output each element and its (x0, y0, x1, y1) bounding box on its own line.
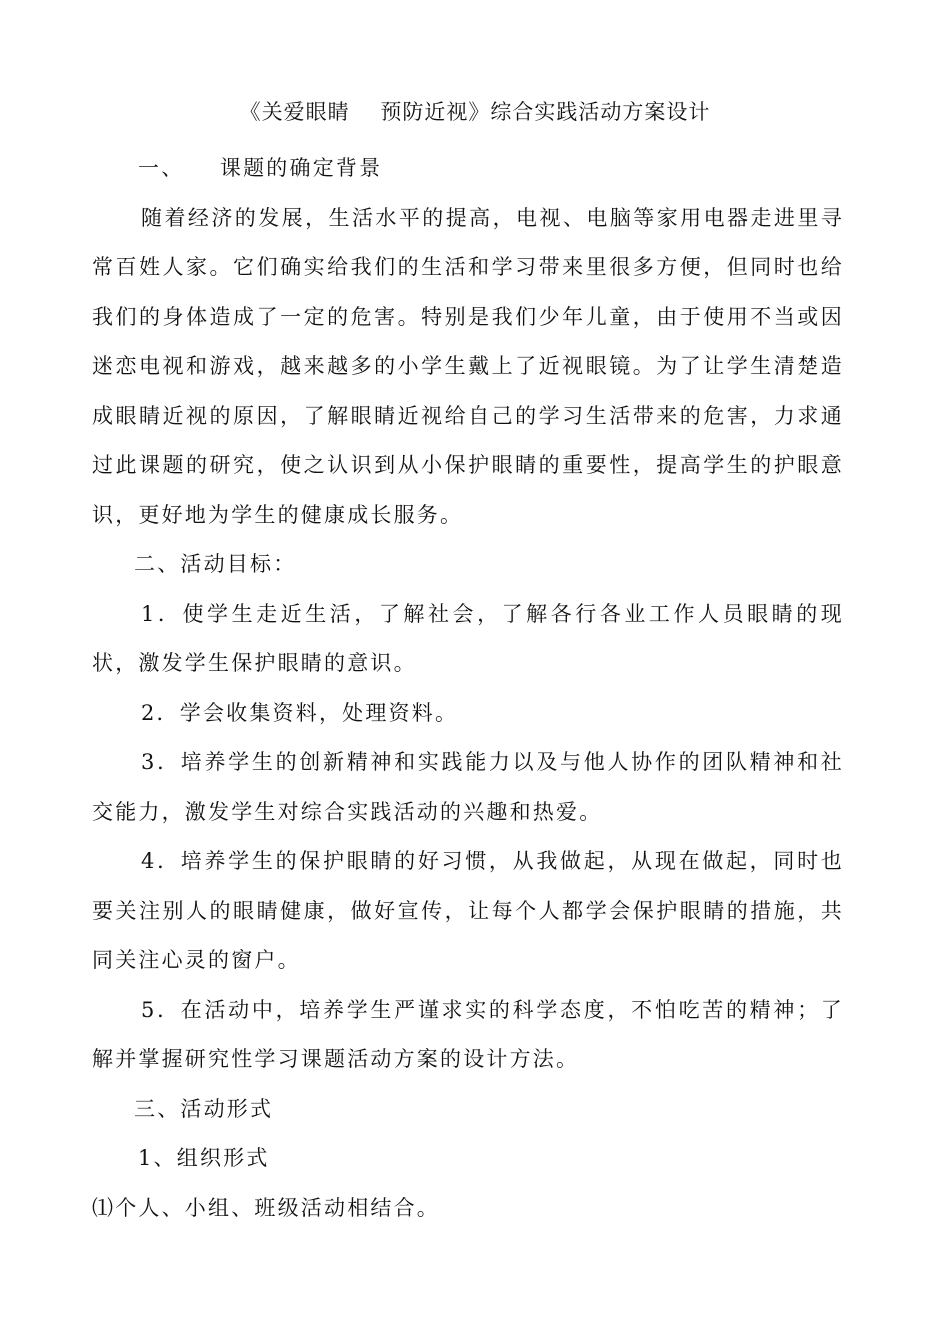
list-item-organization-1: ⑴个人、小组、班级活动相结合。 (92, 1195, 440, 1220)
subsection-heading-organization: 1、组织形式 (138, 1146, 270, 1170)
goal-item-2: 2．学会收集资料，处理资料。 (141, 700, 459, 725)
section-heading-background: 一、 课题的确定背景 (138, 156, 383, 180)
document-title: 《关爱眼睛 预防近视》综合实践活动方案设计 (239, 100, 711, 124)
paragraph-background: 随着经济的发展，生活水平的提高，电视、电脑等家用电器走进里寻常百姓人家。它们确实给我们的生活和学习带来里很多方便，但同时也给我们的身体造成了一定的危害。特别是我们少年儿童，由于使用不当或因迷恋电视和游戏，越来越多的小学生戴上了近视眼镜。为了让学生清楚造成眼睛近视的原因，了解眼睛近视给自己的学习生活带来的危害，力求通过此课题的研究，使之认识到从小保护眼睛的重要性，提高学生的护眼意识，更好地为学生的健康成长服务。 (92, 205, 844, 527)
section-heading-forms: 三、活动形式 (134, 1096, 274, 1121)
goal-item-1: 1．使学生走近生活，了解社会，了解各行各业工作人员眼睛的现状，激发学生保护眼睛的意识。 (92, 601, 844, 675)
document-body (92, 144, 844, 1233)
section-heading-goals: 二、活动目标： (134, 552, 297, 576)
goal-item-3: 3．培养学生的创新精神和实践能力以及与他人协作的团队精神和社交能力，激发学生对综合实践活动的兴趣和热爱。 (92, 750, 844, 824)
goal-item-4: 4．培养学生的保护眼睛的好习惯，从我做起，从现在做起，同时也要关注别人的眼睛健康，做好宣传，让每个人都学会保护眼睛的措施，共同关注心灵的窗户。 (92, 849, 844, 972)
goal-item-5: 5．在活动中，培养学生严谨求实的科学态度，不怕吃苦的精神；了解并掌握研究性学习课题活动方案的设计方法。 (92, 997, 844, 1071)
